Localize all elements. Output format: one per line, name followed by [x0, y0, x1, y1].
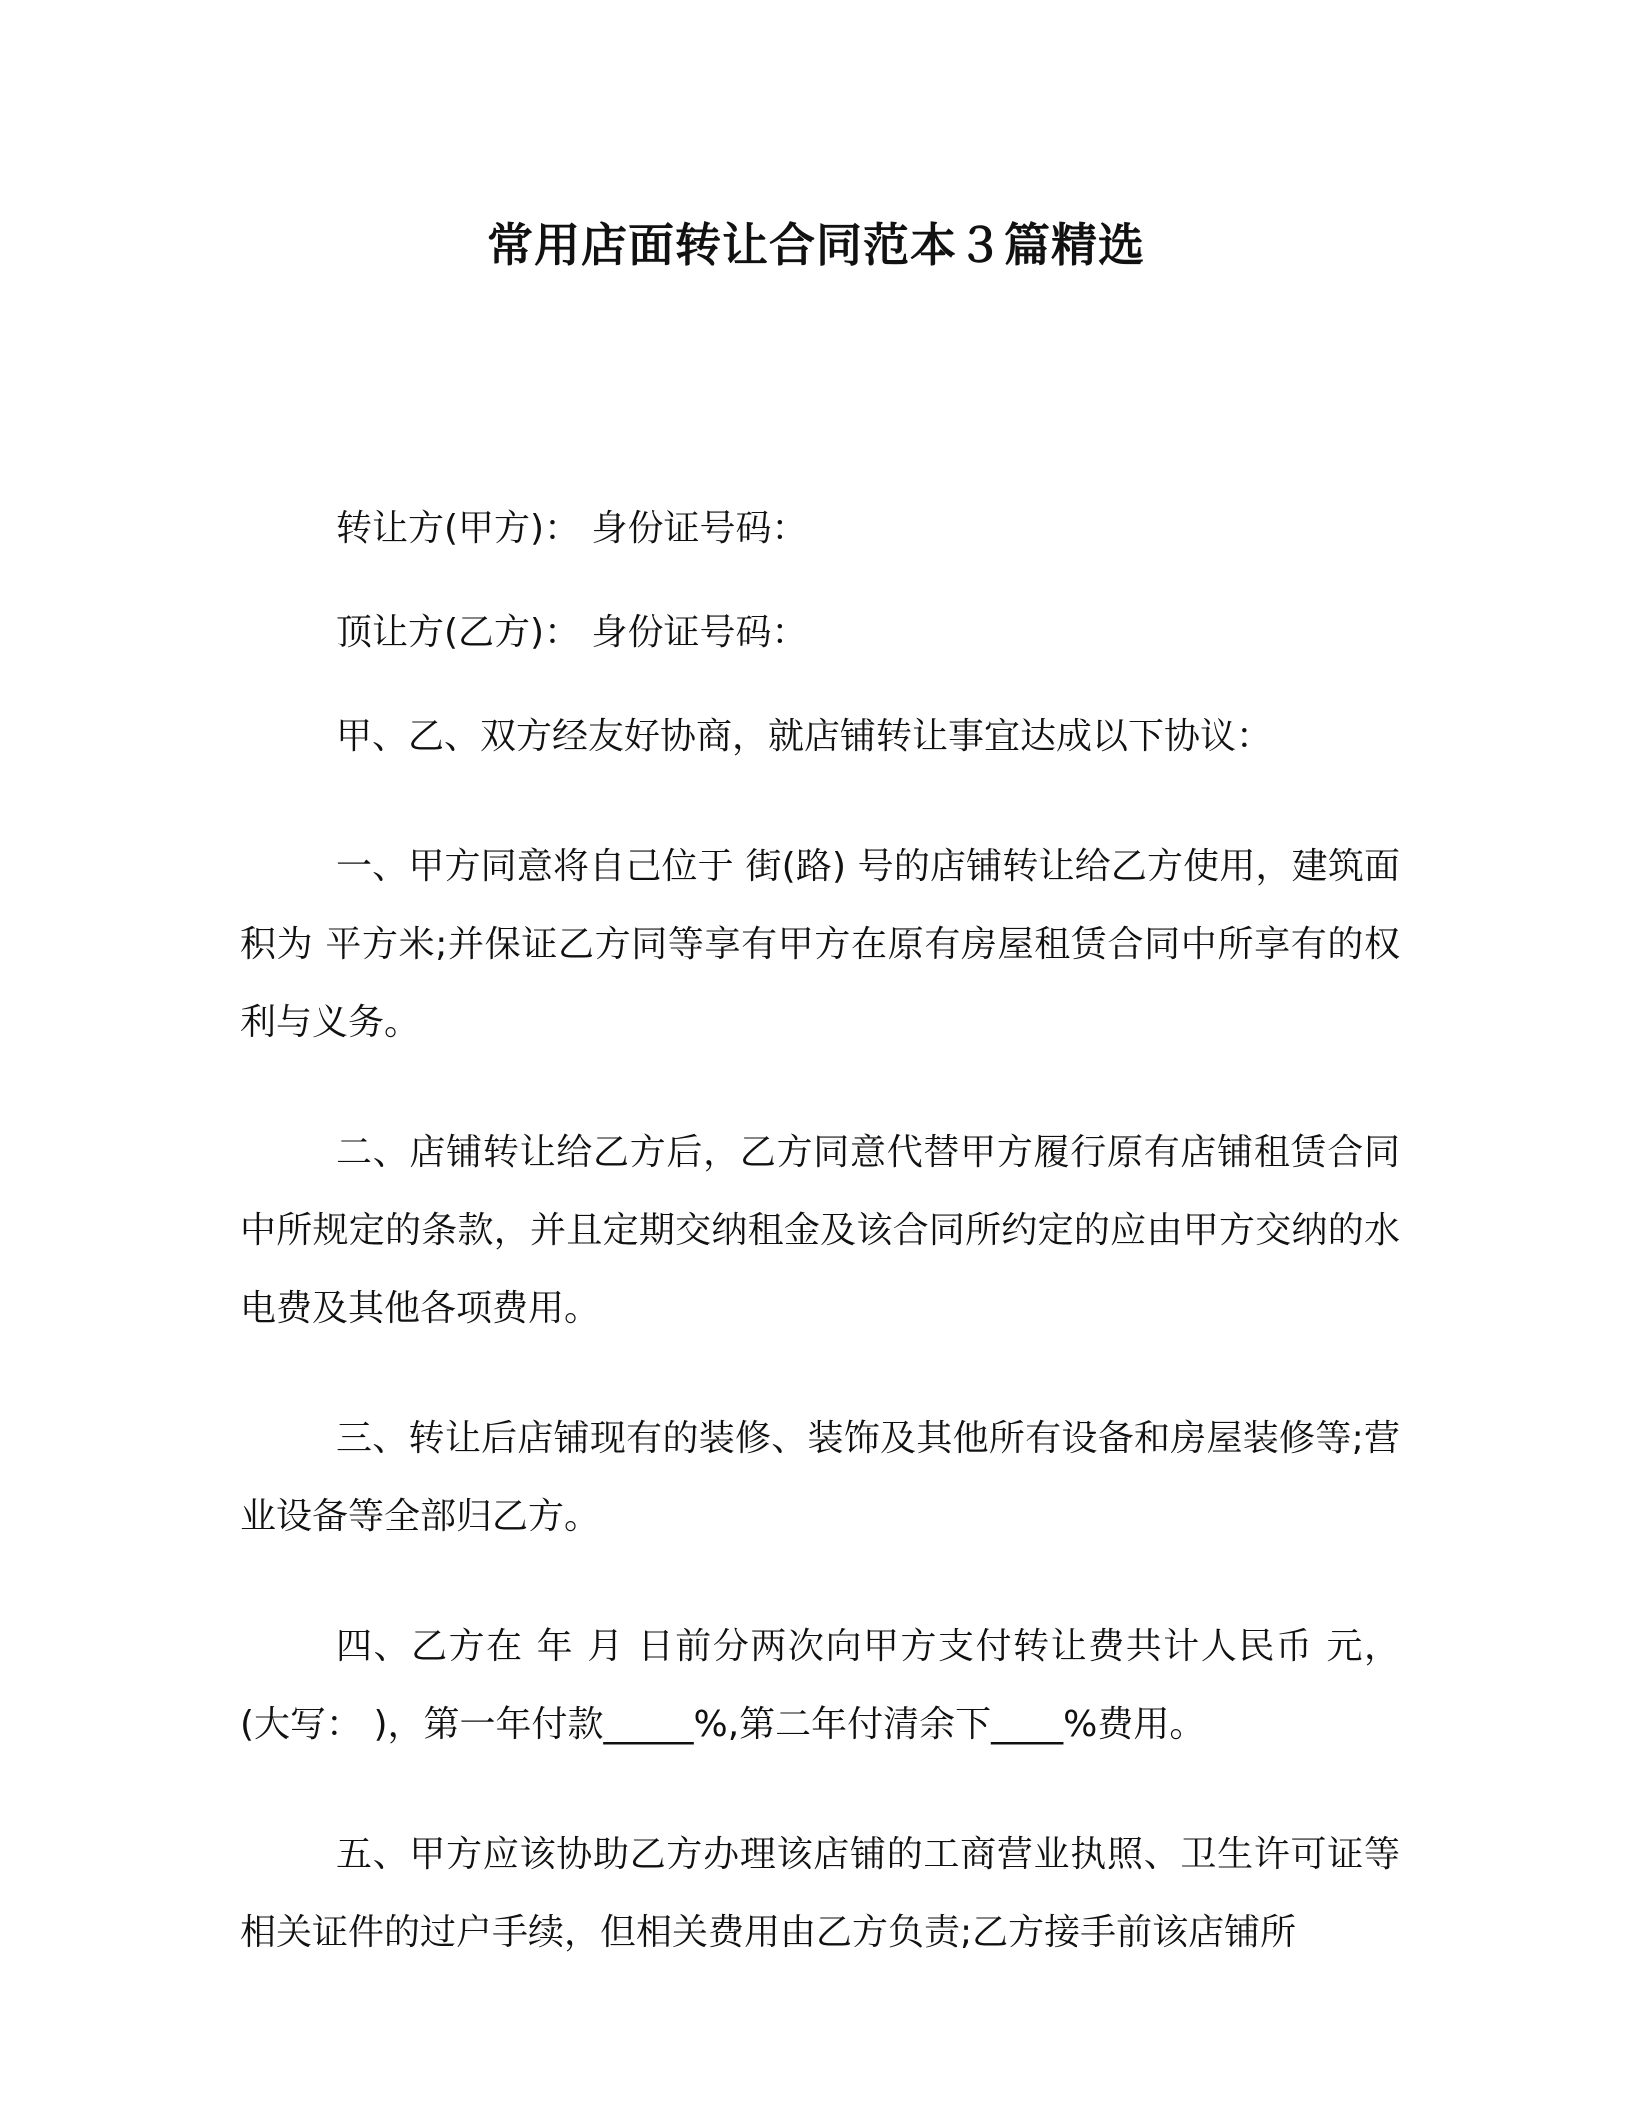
transferor-line: 转让方(甲方)： 身份证号码：: [336, 508, 808, 549]
clause-3: 三、转让后店铺现有的装修、装饰及其他所有设备和房屋装修等;营业设备等全部归乙方。: [240, 1418, 1400, 1537]
document-title: 常用店面转让合同范本３篇精选: [487, 218, 1145, 272]
transferee-line: 顶让方(乙方)： 身份证号码：: [336, 612, 808, 653]
document-body: [240, 490, 1400, 2024]
clause-1: 一、甲方同意将自己位于 街(路) 号的店铺转让给乙方使用，建筑面积为 平方米;并保证乙方同等享有甲方在原有房屋租赁合同中所享有的权利与义务。: [240, 846, 1400, 1043]
agreement-intro: 甲、乙、双方经友好协商，就店铺转让事宜达成以下协议：: [336, 716, 1273, 757]
clause-5: 五、甲方应该协助乙方办理该店铺的工商营业执照、卫生许可证等相关证件的过户手续，但相关费用由乙方负责;乙方接手前该店铺所: [240, 1834, 1400, 1953]
clause-4: 四、乙方在 年 月 日前分两次向甲方支付转让费共计人民币 元，(大写： )，第一年付款_____%,第二年付清余下____%费用。: [240, 1626, 1400, 1745]
clause-2: 二、店铺转让给乙方后，乙方同意代替甲方履行原有店铺租赁合同中所规定的条款，并且定期交纳租金及该合同所约定的应由甲方交纳的水电费及其他各项费用。: [240, 1132, 1400, 1329]
